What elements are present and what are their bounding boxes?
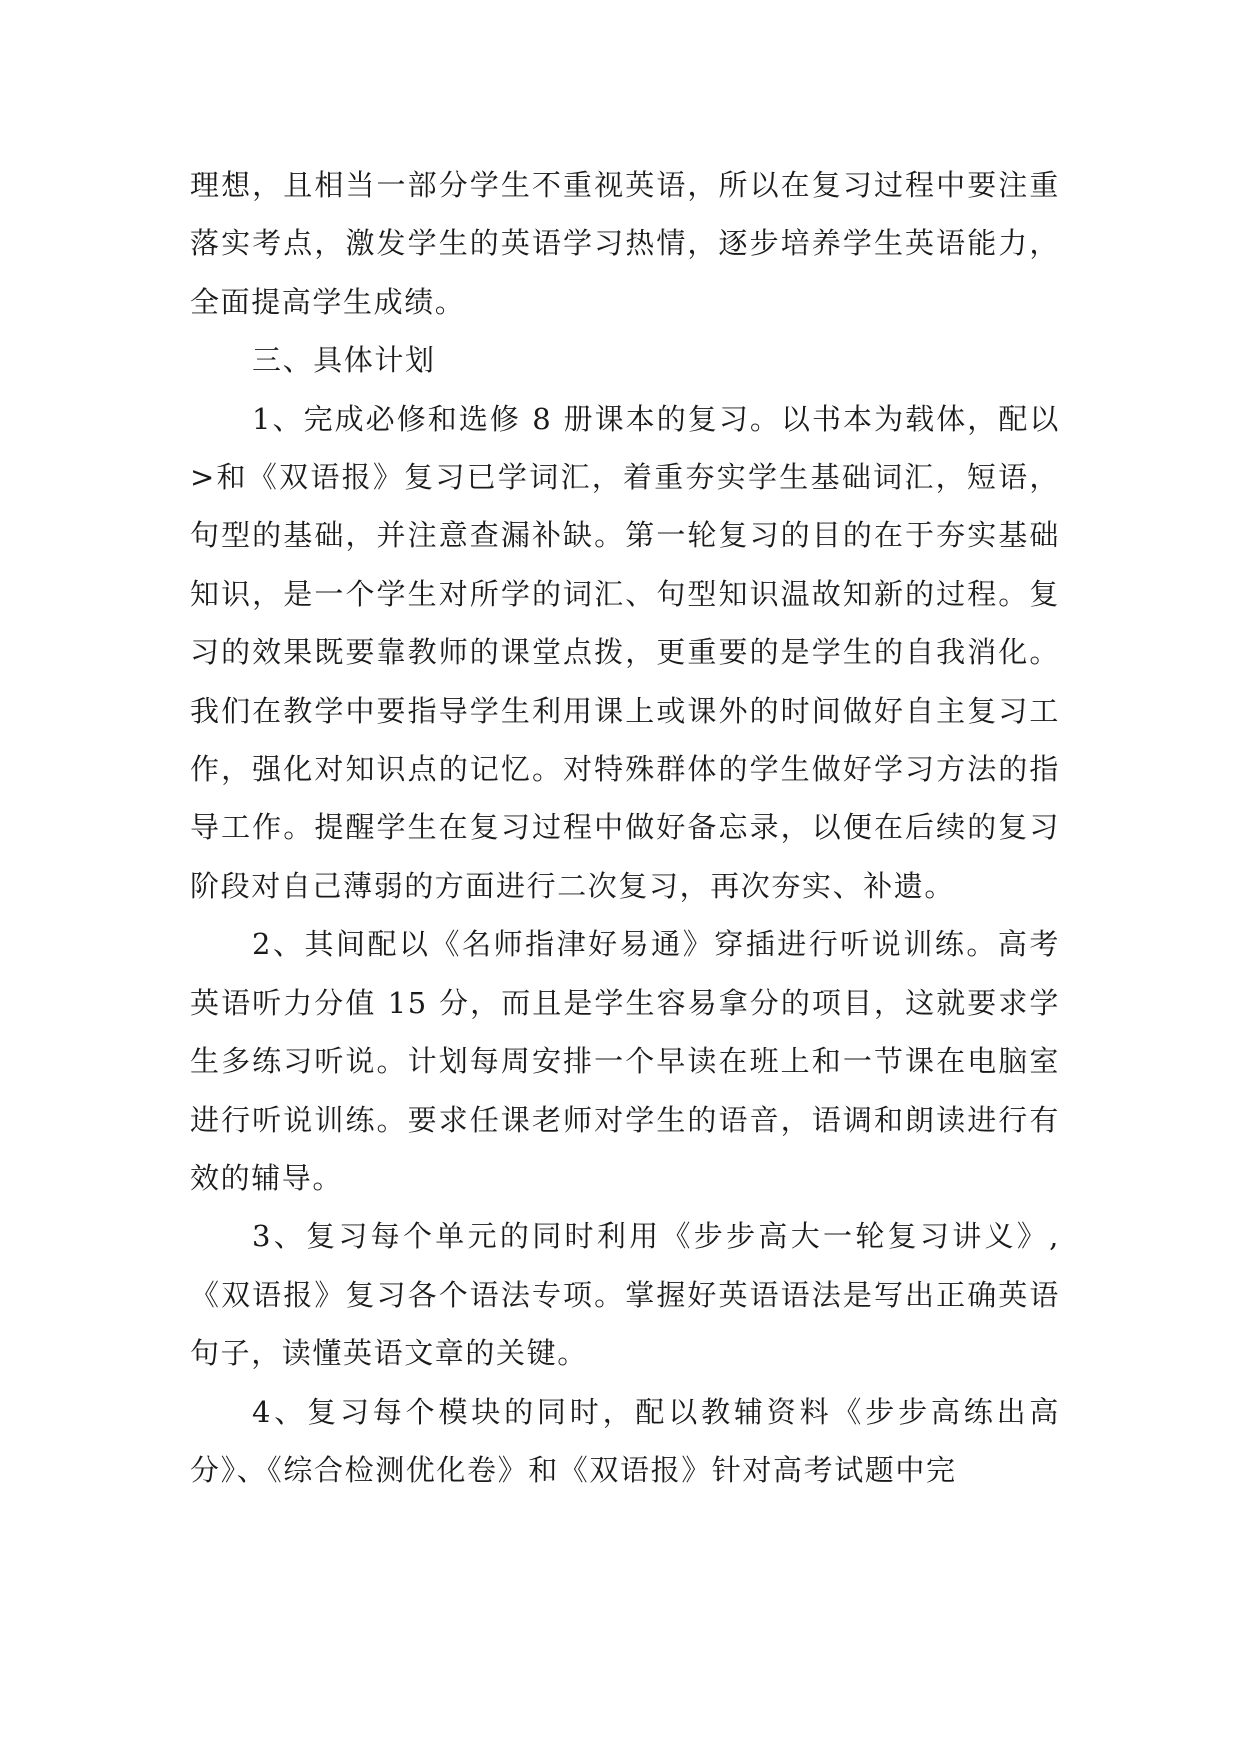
paragraph-item-2: 2、其间配以《名师指津好易通》穿插进行听说训练。高考英语听力分值 15 分，而且是学生容易拿分的项目，这就要求学生多练习听说。计划每周安排一个早读在班上和一节课在电脑室进行听说训练。要求任课老师对学生的语音，语调和朗读进行有效的辅导。 (190, 927, 1060, 1195)
paragraph-item-4: 4、复习每个模块的同时，配以教辅资料《步步高练出高分》、《综合检测优化卷》和《双语报》针对高考试题中完 (190, 1394, 1060, 1487)
paragraph-continuation: 理想，且相当一部分学生不重视英语，所以在复习过程中要注重落实考点，激发学生的英语学习热情，逐步培养学生英语能力，全面提高学生成绩。 (190, 168, 1060, 319)
document-body (190, 156, 1060, 1499)
paragraph-item-3: 3、复习每个单元的同时利用《步步高大一轮复习讲义》,《双语报》复习各个语法专项。掌握好英语语法是写出正确英语句子，读懂英语文章的关键。 (190, 1219, 1060, 1371)
paragraph-item-1: 1、完成必修和选修 8 册课本的复习。以书本为载体，配以>和《双语报》复习已学词汇，着重夯实学生基础词汇，短语，句型的基础，并注意查漏补缺。第一轮复习的目的在于夯实基础知识，是一个学生对所学的词汇、句型知识温故知新的过程。复习的效果既要靠教师的课堂点拨，更重要的是学生的自我消化。我们在教学中要指导学生利用课上或课外的时间做好自主复习工作，强化对知识点的记忆。对特殊群体的学生做好学习方法的指导工作。提醒学生在复习过程中做好备忘录，以便在后续的复习阶段对自己薄弱的方面进行二次复习，再次夯实、补遗。 (190, 401, 1060, 903)
section-heading: 三、具体计划 (252, 343, 436, 378)
